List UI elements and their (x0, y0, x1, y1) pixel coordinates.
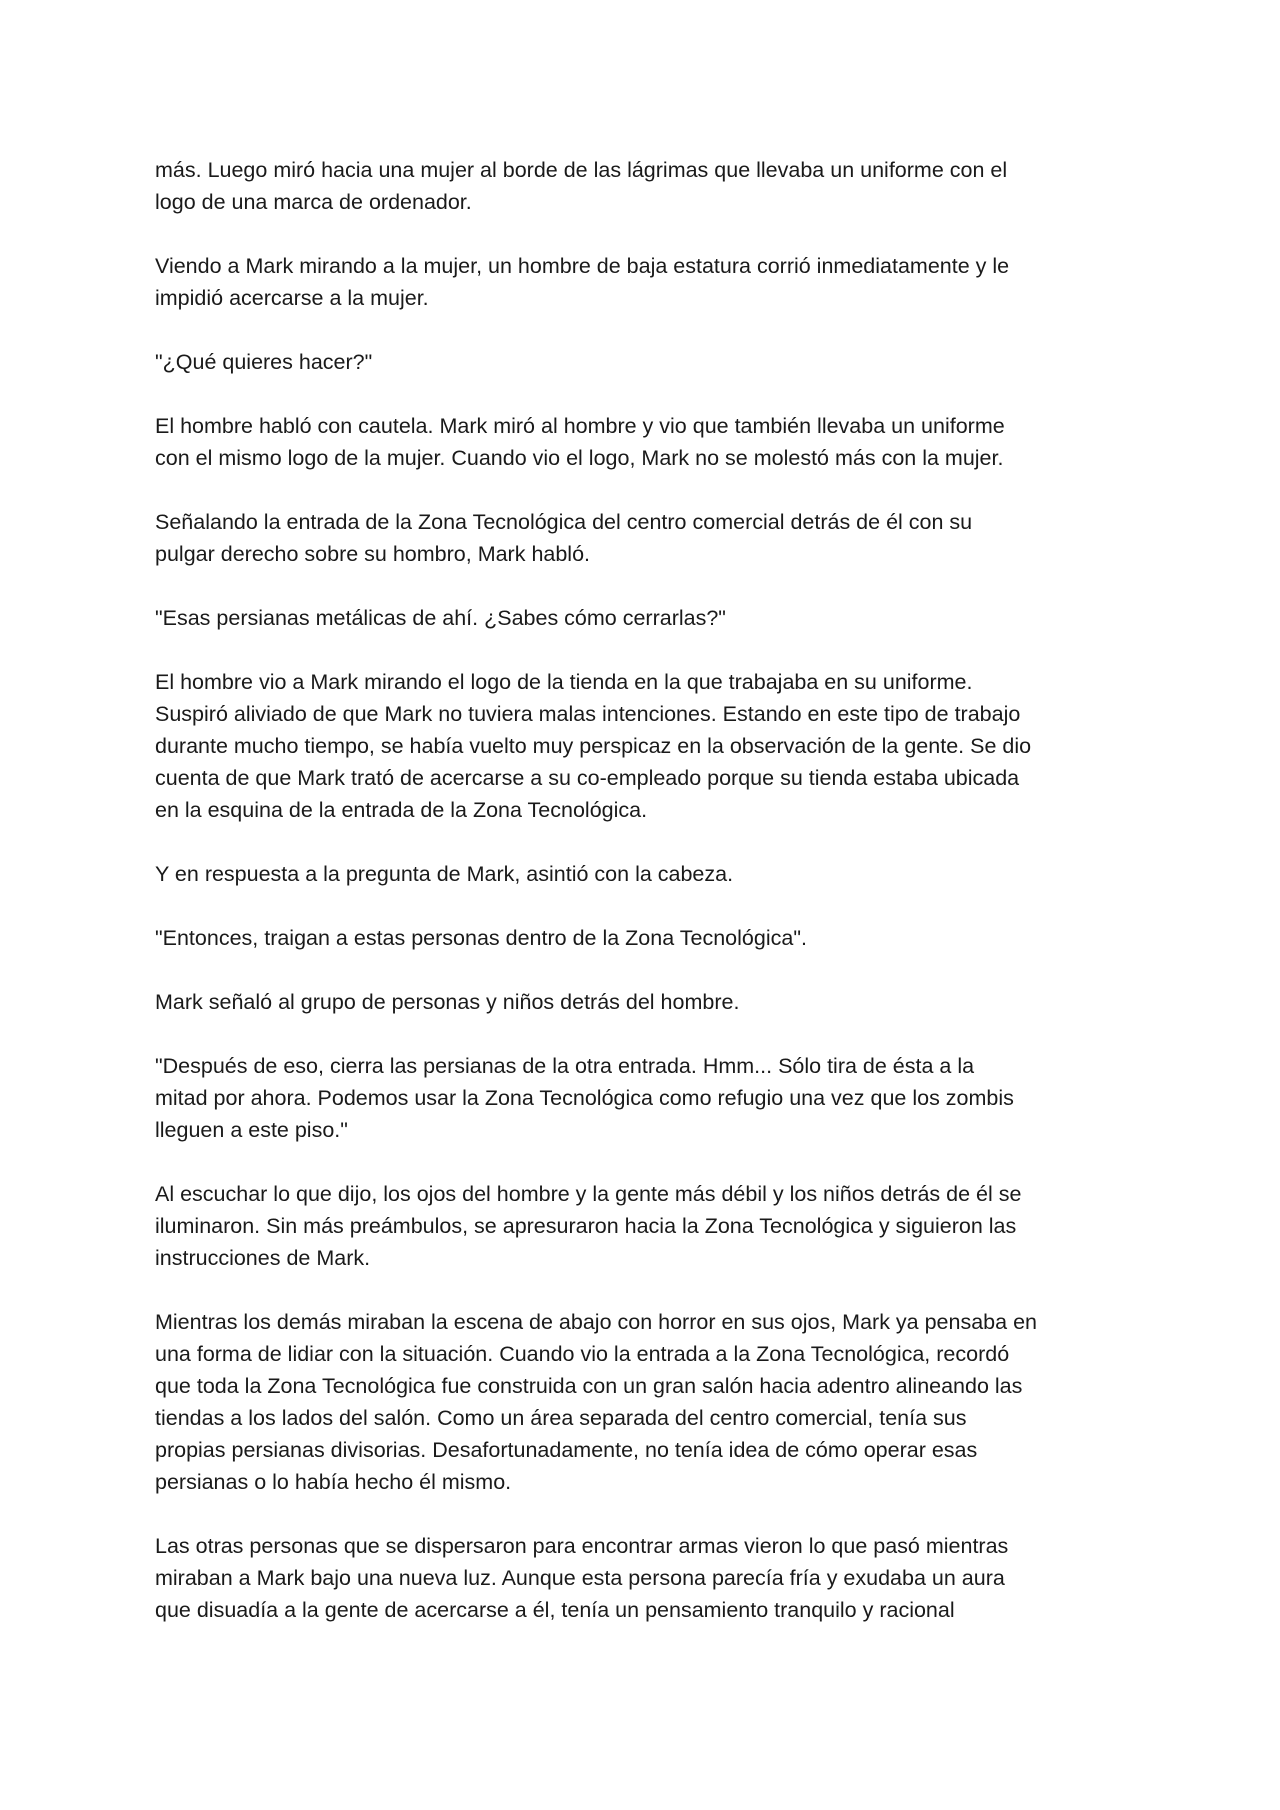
paragraph-7: El hombre vio a Mark mirando el logo de la tienda en la que trabajaba en su uniforme. Suspiró aliviado de que Mark no tuviera malas intenciones. Estando en este tipo de trabajo durante mucho tiempo, se había vuelto muy perspicaz en la observación de la gente. Se dio cuenta de que Mark trató de acercarse a su co-empleado porque su tienda estaba ubicada en la esquina de la entrada de la Zona Tecnológica. (155, 670, 1032, 822)
paragraph-9: "Entonces, traigan a estas personas dentro de la Zona Tecnológica". (155, 926, 807, 950)
paragraph-10: Mark señaló al grupo de personas y niños detrás del hombre. (155, 990, 740, 1014)
paragraph-12: Al escuchar lo que dijo, los ojos del hombre y la gente más débil y los niños detrás de él se iluminaron. Sin más preámbulos, se apresuraron hacia la Zona Tecnológica y siguieron las instrucciones de Mark. (155, 1182, 1022, 1270)
paragraph-13: Mientras los demás miraban la escena de abajo con horror en sus ojos, Mark ya pensaba en una forma de lidiar con la situación. Cuando vio la entrada a la Zona Tecnológica, recordó que toda la Zona Tecnológica fue construida con un gran salón hacia adentro alineando las tiendas a los lados del salón. Como un área separada del centro comercial, tenía sus propias persianas divisorias. Desafortunadamente, no tenía idea de cómo operar esas persianas o lo había hecho él mismo. (155, 1310, 1037, 1494)
paragraph-6: "Esas persianas metálicas de ahí. ¿Sabes cómo cerrarlas?" (155, 606, 726, 630)
paragraph-4: El hombre habló con cautela. Mark miró al hombre y vio que también llevaba un uniforme con el mismo logo de la mujer. Cuando vio el logo, Mark no se molestó más con la mujer. (155, 414, 1005, 470)
body-text (155, 154, 1130, 1626)
paragraph-2: Viendo a Mark mirando a la mujer, un hombre de baja estatura corrió inmediatamente y le impidió acercarse a la mujer. (155, 254, 1010, 310)
paragraph-3: "¿Qué quieres hacer?" (155, 350, 373, 374)
paragraph-11: "Después de eso, cierra las persianas de la otra entrada. Hmm... Sólo tira de ésta a la mitad por ahora. Podemos usar la Zona Tecnológica como refugio una vez que los zombis lleguen a este piso." (155, 1054, 1014, 1142)
paragraph-14: Las otras personas que se dispersaron para encontrar armas vieron lo que pasó mientras miraban a Mark bajo una nueva luz. Aunque esta persona parecía fría y exudaba un aura que disuadía a la gente de acercarse a él, tenía un pensamiento tranquilo y racional (155, 1534, 1009, 1622)
paragraph-8: Y en respuesta a la pregunta de Mark, asintió con la cabeza. (155, 862, 734, 886)
paragraph-1: más. Luego miró hacia una mujer al borde de las lágrimas que llevaba un uniforme con el logo de una marca de ordenador. (155, 158, 1008, 214)
paragraph-5: Señalando la entrada de la Zona Tecnológica del centro comercial detrás de él con su pulgar derecho sobre su hombro, Mark habló. (155, 510, 973, 566)
